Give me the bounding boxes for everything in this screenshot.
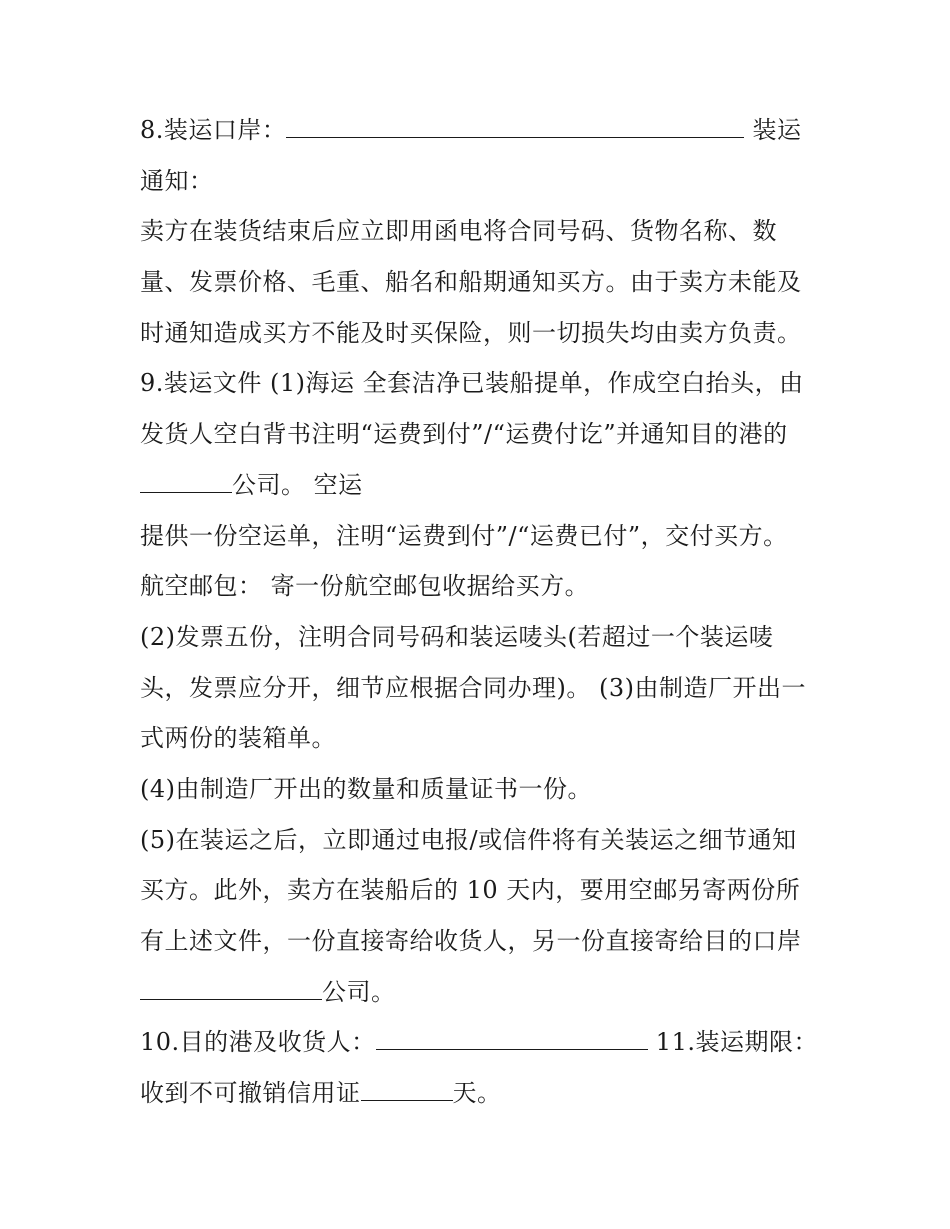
destination-line — [140, 1027, 818, 1057]
text-line: 式两份的装箱单。 — [140, 724, 336, 752]
days-label: 天。 — [452, 1079, 502, 1107]
text-line: (5)在装运之后，立即通过电报/或信件将有关装运之细节通知 — [140, 826, 797, 854]
company-label: 公司。 — [322, 978, 396, 1006]
port-company-blank[interactable] — [140, 977, 322, 1000]
text-line: 提供一份空运单，注明“运费到付”/“运费已付”，交付买方。 — [140, 522, 788, 550]
shipping-port-line — [140, 115, 802, 145]
text-line: 航空邮包： 寄一份航空邮包收据给买方。 — [140, 572, 590, 600]
destination-company-blank[interactable] — [140, 470, 232, 493]
company-line — [140, 470, 363, 500]
text-line: 有上述文件，一份直接寄给收货人，另一份直接寄给目的口岸 — [140, 927, 802, 955]
text-line: 卖方在装货结束后应立即用函电将合同号码、货物名称、数 — [140, 217, 777, 245]
text-line: 量、发票价格、毛重、船名和船期通知买方。由于卖方未能及 — [140, 268, 802, 296]
shipping-port-blank[interactable] — [286, 115, 744, 138]
shipping-port-label: 8.装运口岸： — [140, 116, 287, 144]
shipment-period-label: 11.装运期限： — [647, 1028, 818, 1056]
text-line: 9.装运文件 (1)海运 全套洁净已装船提单，作成空白抬头，由 — [140, 369, 804, 397]
lc-days-line — [140, 1078, 502, 1108]
lc-label: 收到不可撤销信用证 — [140, 1079, 361, 1107]
text-line: (4)由制造厂开出的数量和质量证书一份。 — [140, 775, 592, 803]
text-line: 通知： — [140, 167, 214, 195]
text-line: 头，发票应分开，细节应根据合同办理)。 (3)由制造厂开出一 — [140, 674, 806, 702]
text-line: 发货人空白背书注明“运费到付”/“运费付讫”并通知目的港的 — [140, 420, 788, 448]
shipping-notice-label: 装运 — [744, 116, 802, 144]
lc-days-blank[interactable] — [361, 1078, 453, 1101]
port-company-line — [140, 977, 396, 1007]
text-line: 时通知造成买方不能及时买保险，则一切损失均由卖方负责。 — [140, 319, 802, 347]
destination-consignee-blank[interactable] — [376, 1027, 648, 1050]
company-label: 公司。 空运 — [232, 471, 363, 499]
destination-label: 10.目的港及收货人： — [140, 1028, 376, 1056]
text-line: 买方。此外，卖方在装船后的 10 天内，要用空邮另寄两份所 — [140, 876, 801, 904]
text-line: (2)发票五份，注明合同号码和装运唛头(若超过一个装运唛 — [140, 623, 774, 651]
